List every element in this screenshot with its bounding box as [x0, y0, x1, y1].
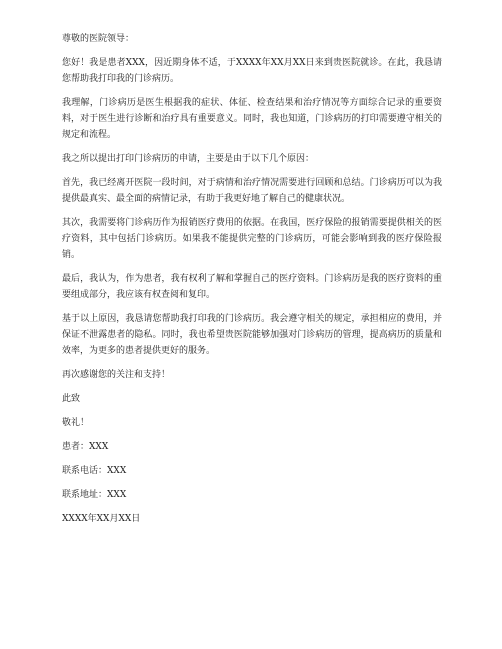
paragraph-understanding: 我理解，门诊病历是医生根据我的症状、体征、检查结果和治疗情况等方面综合记录的重要资料，对于医生进行诊断和治疗具有重要意义。同时，我也知道，门诊病历的打印需要遵守相关的规定和流程。: [62, 98, 442, 140]
paragraph-reason-second: 其次，我需要将门诊病历作为报销医疗费用的依据。在我国，医疗保险的报销需要提供相关的医疗资料，其中包括门诊病历。如果我不能提供完整的门诊病历，可能会影响到我的医疗保险报销。: [62, 218, 442, 260]
paragraph-reasons-intro: 我之所以提出打印门诊病历的申请，主要是由于以下几个原因：: [62, 154, 315, 164]
contact-phone: 联系电话：XXX: [62, 466, 127, 476]
paragraph-reason-last: 最后，我认为，作为患者，我有权利了解和掌握自己的医疗资料。门诊病历是我的医疗资料的重要组成部分，我应该有权查阅和复印。: [62, 274, 442, 300]
paragraph-request: 基于以上原因，我恳请您帮助我打印我的门诊病历。我会遵守相关的规定，承担相应的费用，并保证不泄露患者的隐私。同时，我也希望贵医院能够加强对门诊病历的管理，提高病历的质量和效率，为更多的患者提供更好的服务。: [62, 314, 442, 356]
patient-signature: 患者：XXX: [62, 442, 109, 452]
closing-text: 此致: [62, 394, 81, 404]
paragraph-thanks: 再次感谢您的关注和支持！: [62, 370, 171, 380]
regards-text: 敬礼！: [62, 418, 90, 428]
salutation: 尊敬的医院领导：: [62, 34, 135, 44]
letter-body: [62, 31, 442, 527]
paragraph-intro: 您好！我是患者XXX，因近期身体不适，于XXXX年XX月XX日来到贵医院就诊。在此，我恳请您帮助我打印我的门诊病历。: [62, 58, 442, 84]
paragraph-reason-first: 首先，我已经离开医院一段时间，对于病情和治疗情况需要进行回顾和总结。门诊病历可以为我提供最真实、最全面的病情记录，有助于我更好地了解自己的健康状况。: [62, 178, 442, 204]
contact-address: 联系地址：XXX: [62, 490, 127, 500]
letter-date: XXXX年XX月XX日: [62, 514, 141, 524]
